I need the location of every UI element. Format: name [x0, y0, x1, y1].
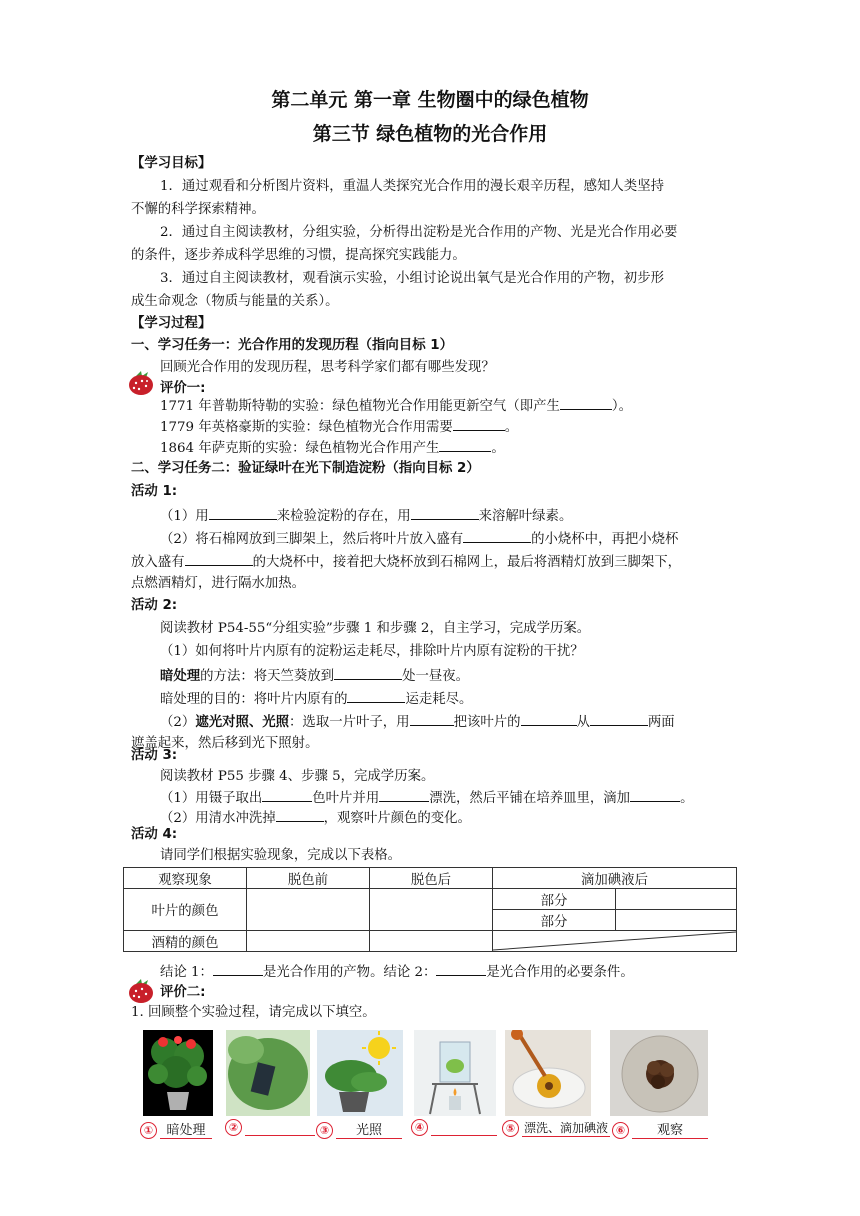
a1-line-2 — [160, 529, 678, 549]
step-6-label: 观察 — [632, 1119, 708, 1139]
cell-part-2: 部分 — [493, 910, 616, 931]
goal-2-line-2: 的条件，逐步养成科学思维的习惯，提高探究实践能力。 — [131, 248, 466, 263]
header-observation: 观察现象 — [124, 868, 247, 889]
shading-photo — [226, 1030, 310, 1116]
cell-part-1-result[interactable] — [616, 889, 737, 910]
a1-blank-4[interactable] — [185, 552, 253, 566]
conclusion-2-label: 是光合作用的产物。结论 2： — [262, 965, 437, 980]
step-3-label: 光照 — [336, 1119, 402, 1139]
q1-text: 1771 年普勒斯特勒的实验：绿色植物光合作用能更新空气（即产生 — [160, 399, 560, 414]
a2-line-5 — [160, 712, 675, 732]
a1-text-b: 来检验淀粉的存在，用 — [276, 509, 411, 524]
chapter-title: 第二单元 第一章 生物圈中的绿色植物 — [271, 89, 589, 111]
q3-blank[interactable] — [439, 438, 491, 452]
a2-line-3 — [160, 666, 469, 686]
header-iodine: 滴加碘液后 — [493, 868, 737, 889]
diagonal-strike — [493, 931, 736, 951]
dark-treatment-photo — [143, 1030, 213, 1116]
dark-treatment-label: 暗处理 — [160, 669, 201, 684]
task1-heading: 一、学习任务一：光合作用的发现历程（指向目标 1） — [131, 338, 453, 353]
a2-4-text-a: 暗处理的目的：将叶片内原有的 — [160, 692, 348, 707]
shade-light-label: 遮光对照、光照 — [195, 715, 290, 730]
conclusion-line — [160, 962, 634, 982]
a2-line-2: （1）如何将叶片内原有的淀粉运走耗尽，排除叶片内原有淀粉的干扰？ — [160, 644, 584, 659]
a2-line-4 — [160, 689, 472, 709]
step-6-caption — [612, 1119, 708, 1139]
a3-2-text-c: 漂洗，然后平铺在培养皿里，滴加 — [429, 791, 631, 806]
strawberry-icon — [127, 975, 157, 1005]
step-2-number: ② — [225, 1119, 242, 1136]
a3-2-text-b: 色叶片并用 — [312, 791, 380, 806]
conclusion-blank-2[interactable] — [436, 962, 486, 976]
a1-text-c: 来溶解叶绿素。 — [478, 509, 573, 524]
strawberry-icon — [127, 367, 157, 397]
a3-2-text-a: （1）用镊子取出 — [160, 791, 263, 806]
q2-end: 。 — [504, 420, 519, 435]
a2-3-text-c: 处一昼夜。 — [402, 669, 470, 684]
a1-blank-2[interactable] — [411, 506, 479, 520]
cell-part-2-result[interactable] — [616, 910, 737, 931]
step-1-label: 暗处理 — [160, 1119, 212, 1139]
activity1-heading: 活动 1: — [131, 484, 178, 499]
q3-end: 。 — [491, 441, 505, 456]
a2-blank-3[interactable] — [410, 712, 454, 726]
cell-leaf-after[interactable] — [370, 889, 493, 931]
eval1-q3 — [160, 438, 505, 458]
eval2-heading: 评价二: — [160, 985, 206, 1000]
cell-part-1: 部分 — [493, 889, 616, 910]
a2-5-text-e: 从 — [576, 715, 590, 730]
cell-leaf-before[interactable] — [247, 889, 370, 931]
step-5-number: ⑤ — [502, 1120, 519, 1137]
a3-2-text-d: 。 — [680, 791, 694, 806]
a1-line-3 — [131, 552, 681, 572]
step-1-caption — [140, 1119, 212, 1139]
row-leaf-color: 叶片的颜色 — [124, 889, 247, 931]
goal-3-line-1: 3．通过自主阅读教材，观看演示实验，小组讨论说出氧气是光合作用的产物，初步形 — [160, 271, 664, 286]
decolor-heating-photo — [414, 1030, 496, 1116]
goal-1-line-2: 不懈的科学探索精神。 — [131, 202, 265, 217]
a1-2-text-a: （2）将石棉网放到三脚架上，然后将叶片放入盛有 — [160, 532, 464, 547]
iodine-photo — [505, 1030, 591, 1116]
goal-2-line-1: 2．通过自主阅读教材，分组实验，分析得出淀粉是光合作用的产物、光是光合作用必要 — [160, 225, 678, 240]
step-6-number: ⑥ — [612, 1122, 629, 1139]
header-before: 脱色前 — [247, 868, 370, 889]
eval1-q2 — [160, 417, 518, 437]
observe-photo — [610, 1030, 708, 1116]
a3-blank-2[interactable] — [379, 788, 429, 802]
a1-blank-1[interactable] — [209, 506, 277, 520]
activity4-heading: 活动 4: — [131, 827, 178, 842]
a2-5-text-c: ：选取一片叶子，用 — [289, 715, 410, 730]
a2-5-text-a: （2） — [160, 715, 196, 730]
a2-5-text-d: 把该叶片的 — [453, 715, 521, 730]
light-photo — [317, 1030, 403, 1116]
q2-blank[interactable] — [453, 417, 505, 431]
conclusion-1-label: 结论 1： — [160, 965, 213, 980]
a2-blank-2[interactable] — [347, 689, 405, 703]
a2-5-text-f: 两面 — [647, 715, 675, 730]
a4-instruction: 请同学们根据实验现象，完成以下表格。 — [160, 848, 402, 863]
cell-alcohol-before[interactable] — [247, 931, 370, 952]
q1-end: ）。 — [611, 399, 632, 414]
a1-line-1 — [160, 506, 572, 526]
cell-alcohol-iodine — [493, 931, 737, 952]
a1-text-a: （1）用 — [160, 509, 209, 524]
step-3-number: ③ — [316, 1122, 333, 1139]
cell-alcohol-after[interactable] — [370, 931, 493, 952]
a3-blank-4[interactable] — [276, 808, 324, 822]
a3-3-text-b: ，观察叶片颜色的变化。 — [323, 811, 471, 826]
a3-line-2 — [160, 788, 693, 808]
a2-4-text-b: 运走耗尽。 — [405, 692, 473, 707]
q1-blank[interactable] — [560, 396, 612, 410]
a2-blank-5[interactable] — [590, 712, 648, 726]
step-5-label: 漂洗、滴加碘液 — [523, 1121, 608, 1135]
conclusion-end: 是光合作用的必要条件。 — [486, 965, 634, 980]
step-4-caption — [411, 1119, 497, 1136]
a2-line-6: 遮盖起来，然后移到光下照射。 — [131, 736, 319, 751]
conclusion-blank-1[interactable] — [213, 962, 263, 976]
task2-heading: 二、学习任务二：验证绿叶在光下制造淀粉（指向目标 2） — [131, 461, 480, 476]
goal-3-line-2: 成生命观念（物质与能量的关系）。 — [131, 294, 339, 309]
a3-blank-3[interactable] — [630, 788, 680, 802]
q2-text: 1779 年英格豪斯的实验：绿色植物光合作用需要 — [160, 420, 453, 435]
eval2-question: 1. 回顾整个实验过程，请完成以下填空。 — [131, 1005, 376, 1020]
a3-3-text-a: （2）用清水冲洗掉 — [160, 811, 276, 826]
header-after: 脱色后 — [370, 868, 493, 889]
activity2-heading: 活动 2: — [131, 598, 178, 613]
process-heading: 【学习过程】 — [131, 316, 212, 331]
eval1-q1 — [160, 396, 632, 416]
goal-1-line-1: 1．通过观看和分析图片资料，重温人类探究光合作用的漫长艰辛历程，感知人类坚持 — [160, 179, 664, 194]
eval1-heading: 评价一: — [160, 381, 206, 396]
step-3-caption — [316, 1119, 402, 1139]
step-4-number: ④ — [411, 1119, 428, 1136]
activity3-heading: 活动 3: — [131, 748, 178, 763]
a1-3-text-b: 的大烧杯中，接着把大烧杯放到石棉网上，最后将酒精灯放到三脚架下， — [252, 555, 682, 570]
a3-line-3 — [160, 808, 471, 828]
step-1-number: ① — [140, 1122, 157, 1139]
step-2-caption — [225, 1119, 315, 1136]
section-title: 第三节 绿色植物的光合作用 — [312, 123, 548, 145]
a3-blank-1[interactable] — [262, 788, 312, 802]
a2-blank-1[interactable] — [334, 666, 402, 680]
q3-text: 1864 年萨克斯的实验：绿色植物光合作用产生 — [160, 441, 440, 456]
a1-2-text-b: 的小烧杯中，再把小烧杯 — [531, 532, 679, 547]
a3-line-1: 阅读教材 P55 步骤 4、步骤 5，完成学历案。 — [160, 769, 435, 784]
goals-heading: 【学习目标】 — [131, 156, 212, 171]
a2-blank-4[interactable] — [521, 712, 577, 726]
step-5-caption — [502, 1119, 610, 1137]
task1-intro: 回顾光合作用的发现历程，思考科学家们都有哪些发现？ — [160, 360, 495, 375]
observation-table — [123, 867, 737, 952]
step-4-blank[interactable] — [431, 1120, 497, 1136]
a1-3-text-a: 放入盛有 — [131, 555, 185, 570]
a2-3-text-b: 的方法：将天竺葵放到 — [200, 669, 335, 684]
a1-blank-3[interactable] — [463, 529, 531, 543]
row-alcohol-color: 酒精的颜色 — [124, 931, 247, 952]
a2-line-1: 阅读教材 P54-55“分组实验”步骤 1 和步骤 2，自主学习，完成学历案。 — [160, 621, 591, 636]
step-2-blank[interactable] — [245, 1120, 315, 1136]
a1-line-4: 点燃酒精灯，进行隔水加热。 — [131, 576, 306, 591]
